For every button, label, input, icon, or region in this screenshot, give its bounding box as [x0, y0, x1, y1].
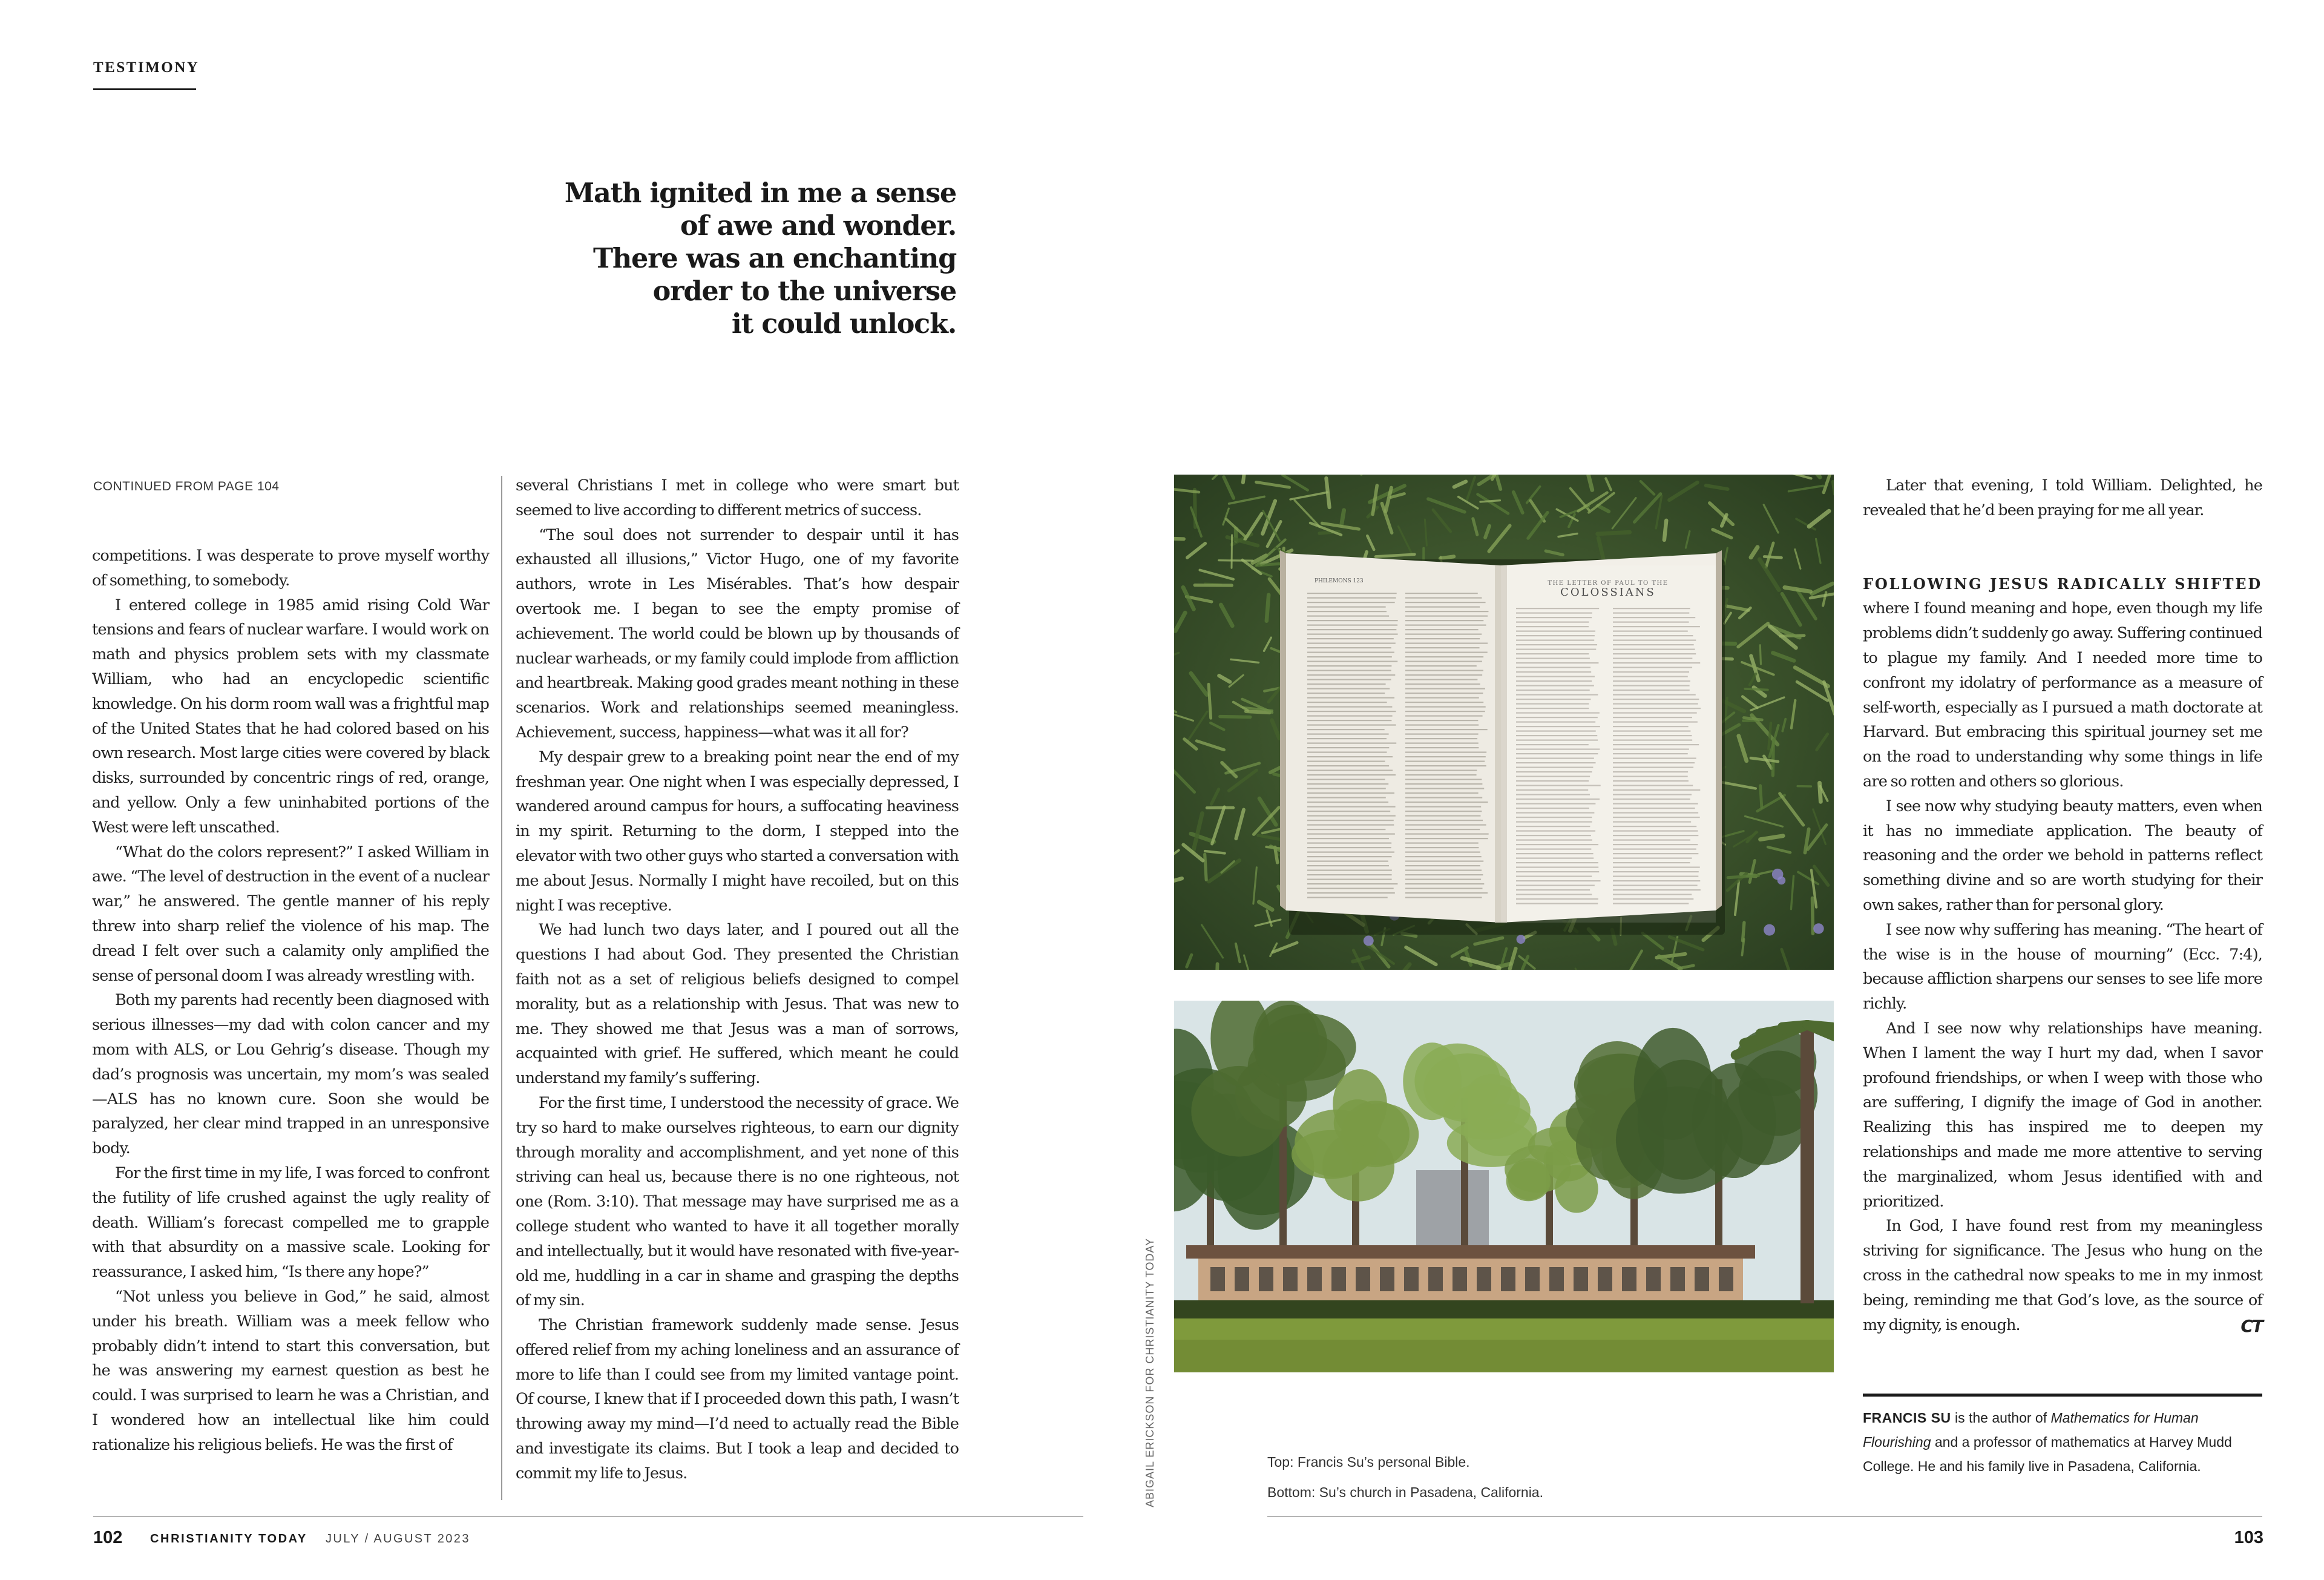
page-number-right: 103: [2234, 1528, 2263, 1547]
magazine-name: CHRISTIANITY TODAY: [150, 1532, 307, 1545]
church-photo: [1174, 1001, 1834, 1372]
book-title: Mathematics for Human Flourishing: [1863, 1410, 2199, 1450]
article-column-2: [516, 473, 959, 1486]
article-column-3: [1863, 473, 2262, 1338]
bible-book-title: COLOSSIANS: [1560, 586, 1656, 599]
paragraph: Both my parents had recently been diagnosed with serious illnesses—my dad with colon cancer and my mom with ALS, or Lou Gehrig’s disease. Though my dad’s prognosis was uncertain, my mom’s was sealed—ALS has no known cure. Soon she would be paralyzed, her clear mind trapped in an unresponsive body.: [92, 991, 489, 1158]
paragraph: Later that evening, I told William. Delighted, he revealed that he’d been praying for me all year.: [1863, 476, 2262, 519]
footer-rule: [1267, 1516, 2262, 1517]
paragraph: FOLLOWING JESUS RADICALLY SHIFTED where I found meaning and hope, even though my life problems didn’t suddenly go away. Suffering continued to plague my family. And I needed more time to confront my idolatry of performance as a measure of self-worth, especially as I pursued a math doctorate at Harvard. But embracing this spiritual journey set me on the road to understanding why some things in life are so rotten and others so glorious.: [1863, 574, 2262, 791]
paragraph: “What do the colors represent?” I asked William in awe. “The level of destruction in the event of a nuclear war,” he answered. The gentle manner of his reply threw into sharp relief the violence of his map. The dread I felt over such a calamity only amplified the sense of personal doom I was already wrestling with.: [92, 843, 489, 985]
photo-credit: ABIGAIL ERICKSON FOR CHRISTIANITY TODAY: [1144, 1237, 1156, 1507]
author-bio: FRANCIS SU is the author of Mathematics for Human Flourishing and a professor of mathematics at Harvey Mudd College. He and his family live in Pasadena, California.: [1863, 1410, 2232, 1474]
paragraph: For the first time in my life, I was forced to confront the futility of life crushed against the ugly reality of death. William’s forecast compelled me to grapple with that absurdity on a massive scale. Looking for reassurance, I asked him, “Is there any hope?”: [92, 1164, 489, 1282]
pull-quote-line: Math ignited in me a sense: [564, 177, 956, 209]
bible-photo: [1174, 475, 1834, 970]
paragraph: “Not unless you believe in God,” he said, almost under his breath. William was a meek fellow who probably didn’t intend to start this conversation, but he was answering my earnest question as best he could. I was surprised to learn he was a Christian, and I wondered how an intellectual like him could rationalize his religious beliefs. He was the first of: [92, 1287, 489, 1454]
ct-end-mark: CT: [2240, 1315, 2262, 1336]
photo-caption: [1267, 1447, 1691, 1507]
pull-quote-line: order to the universe: [652, 275, 956, 307]
paragraph: For the first time, I understood the necessity of grace. We try so hard to make ourselves righteous, to earn our dignity through morality and accomplishment, and yet none of this striving can heal us, because there is no one righteous, not one (Rom. 3:10). That message may have surprised me as a college student who wanted to have it all together morally and intellectually, but it would have resonated with five-year-old me, huddling in a car in shame and grasping the depths of my sin.: [516, 1093, 959, 1310]
paragraph: “The soul does not surrender to despair until it has exhausted all illusions,” Victor Hugo, one of my favorite authors, wrote in Les Misérables. That’s how despair overtook me. I began to see the empty promise of achievement. The world could be blown up by thousands of nuclear warheads, or my family could implode from affliction and heartbreak. Making good grades meant nothing in these scenarios. Work and relationships seemed meaningless. Achievement, success, happiness—what was it all for?: [516, 525, 959, 742]
pull-quote-line: of awe and wonder.: [680, 210, 956, 242]
pull-quote-line: There was an enchanting: [592, 243, 956, 274]
paragraph: My despair grew to a breaking point near the end of my freshman year. One night when I was especially depressed, I wandered around campus for hours, a suffocating heaviness in my spirit. Returning to the dorm, I stepped into the elevator with two other guys who started a conversation with me about Jesus. Normally I might have recoiled, but on this night I was receptive.: [516, 748, 959, 915]
paragraph: competitions. I was desperate to prove myself worthy of something, to somebody.: [92, 547, 489, 590]
bible-right-header: THE LETTER OF PAUL TO THE: [1548, 580, 1669, 587]
section-runin: FOLLOWING JESUS RADICALLY SHIFTED: [1863, 574, 2262, 593]
paragraph: I see now why studying beauty matters, even when it has no immediate application. The beauty of reasoning and the order we behold in patterns reflect something divine and so are worth studying for their own sakes, rather than for personal glory.: [1863, 797, 2262, 914]
caption-bottom: Bottom: Su’s church in Pasadena, California.: [1267, 1484, 1543, 1500]
section-label-underline: [93, 88, 196, 90]
caption-top: Top: Francis Su’s personal Bible.: [1267, 1454, 1470, 1470]
pull-quote: [533, 177, 956, 340]
issue-date: JULY / AUGUST 2023: [326, 1532, 470, 1545]
paragraph: The Christian framework suddenly made sense. Jesus offered relief from my aching loneliness and an assurance of more to life than I could see from my limited vantage point. Of course, I knew that if I proceeded down this path, I wasn’t throwing away my mind—I’d need to actually read the Bible and investigate its claims. But I took a leap and decided to commit my life to Jesus.: [516, 1316, 959, 1483]
page-number-left: 102: [93, 1528, 123, 1547]
author-name: FRANCIS SU: [1863, 1410, 1951, 1426]
bio-rule: [1863, 1394, 2262, 1397]
pull-quote-line: it could unlock.: [731, 308, 956, 340]
paragraph: I entered college in 1985 amid rising Cold War tensions and fears of nuclear warfare. I would work on math and physics problem sets with my classmate William, who had an encyclopedic scientific knowledge. On his dorm room wall was a frightful map of the United States that he had colored based on his own research. Most large cities were covered by black disks, surrounded by concentric rings of red, orange, and yellow. Only a few uninhabited portions of the West were left unscathed.: [92, 596, 489, 837]
footer-rule: [93, 1516, 1083, 1517]
paragraph: We had lunch two days later, and I poured out all the questions I had about God. They presented the Christian faith not as a set of religious beliefs designed to compel morality, but as a relationship with Jesus. That was new to me. They showed me that Jesus was a man of sorrows, acquainted with grief. He suffered, which meant he could understand my family’s suffering.: [516, 921, 959, 1088]
bible-left-header: PHILEMONS 123: [1315, 578, 1364, 584]
article-column-1: [92, 544, 489, 1457]
paragraph: And I see now why relationships have meaning. When I lament the way I hurt my dad, when I savor profound friendships, or when I weep with those who are suffering, I dignify the image of God in another. Realizing this has inspired me to deepen my relationships and made me more attentive to serving the marginalized, whom Jesus identified with and prioritized.: [1863, 1019, 2262, 1211]
paragraph: In God, I have found rest from my meaningless striving for significance. The Jesus who hung on the cross in the cathedral now speaks to me in my inmost being, reminding me that God’s love, as the source of my dignity, is enough. CT: [1863, 1214, 2262, 1337]
column-divider: [501, 476, 502, 1500]
paragraph: I see now why suffering has meaning. “The heart of the wise is in the house of mourning” (Ecc. 7:4), because affliction sharpens our senses to see life more richly.: [1863, 920, 2262, 1013]
continued-from-label: CONTINUED FROM PAGE 104: [93, 479, 280, 493]
section-label: TESTIMONY: [93, 59, 200, 76]
paragraph: several Christians I met in college who were smart but seemed to live according to different metrics of success.: [516, 476, 959, 519]
